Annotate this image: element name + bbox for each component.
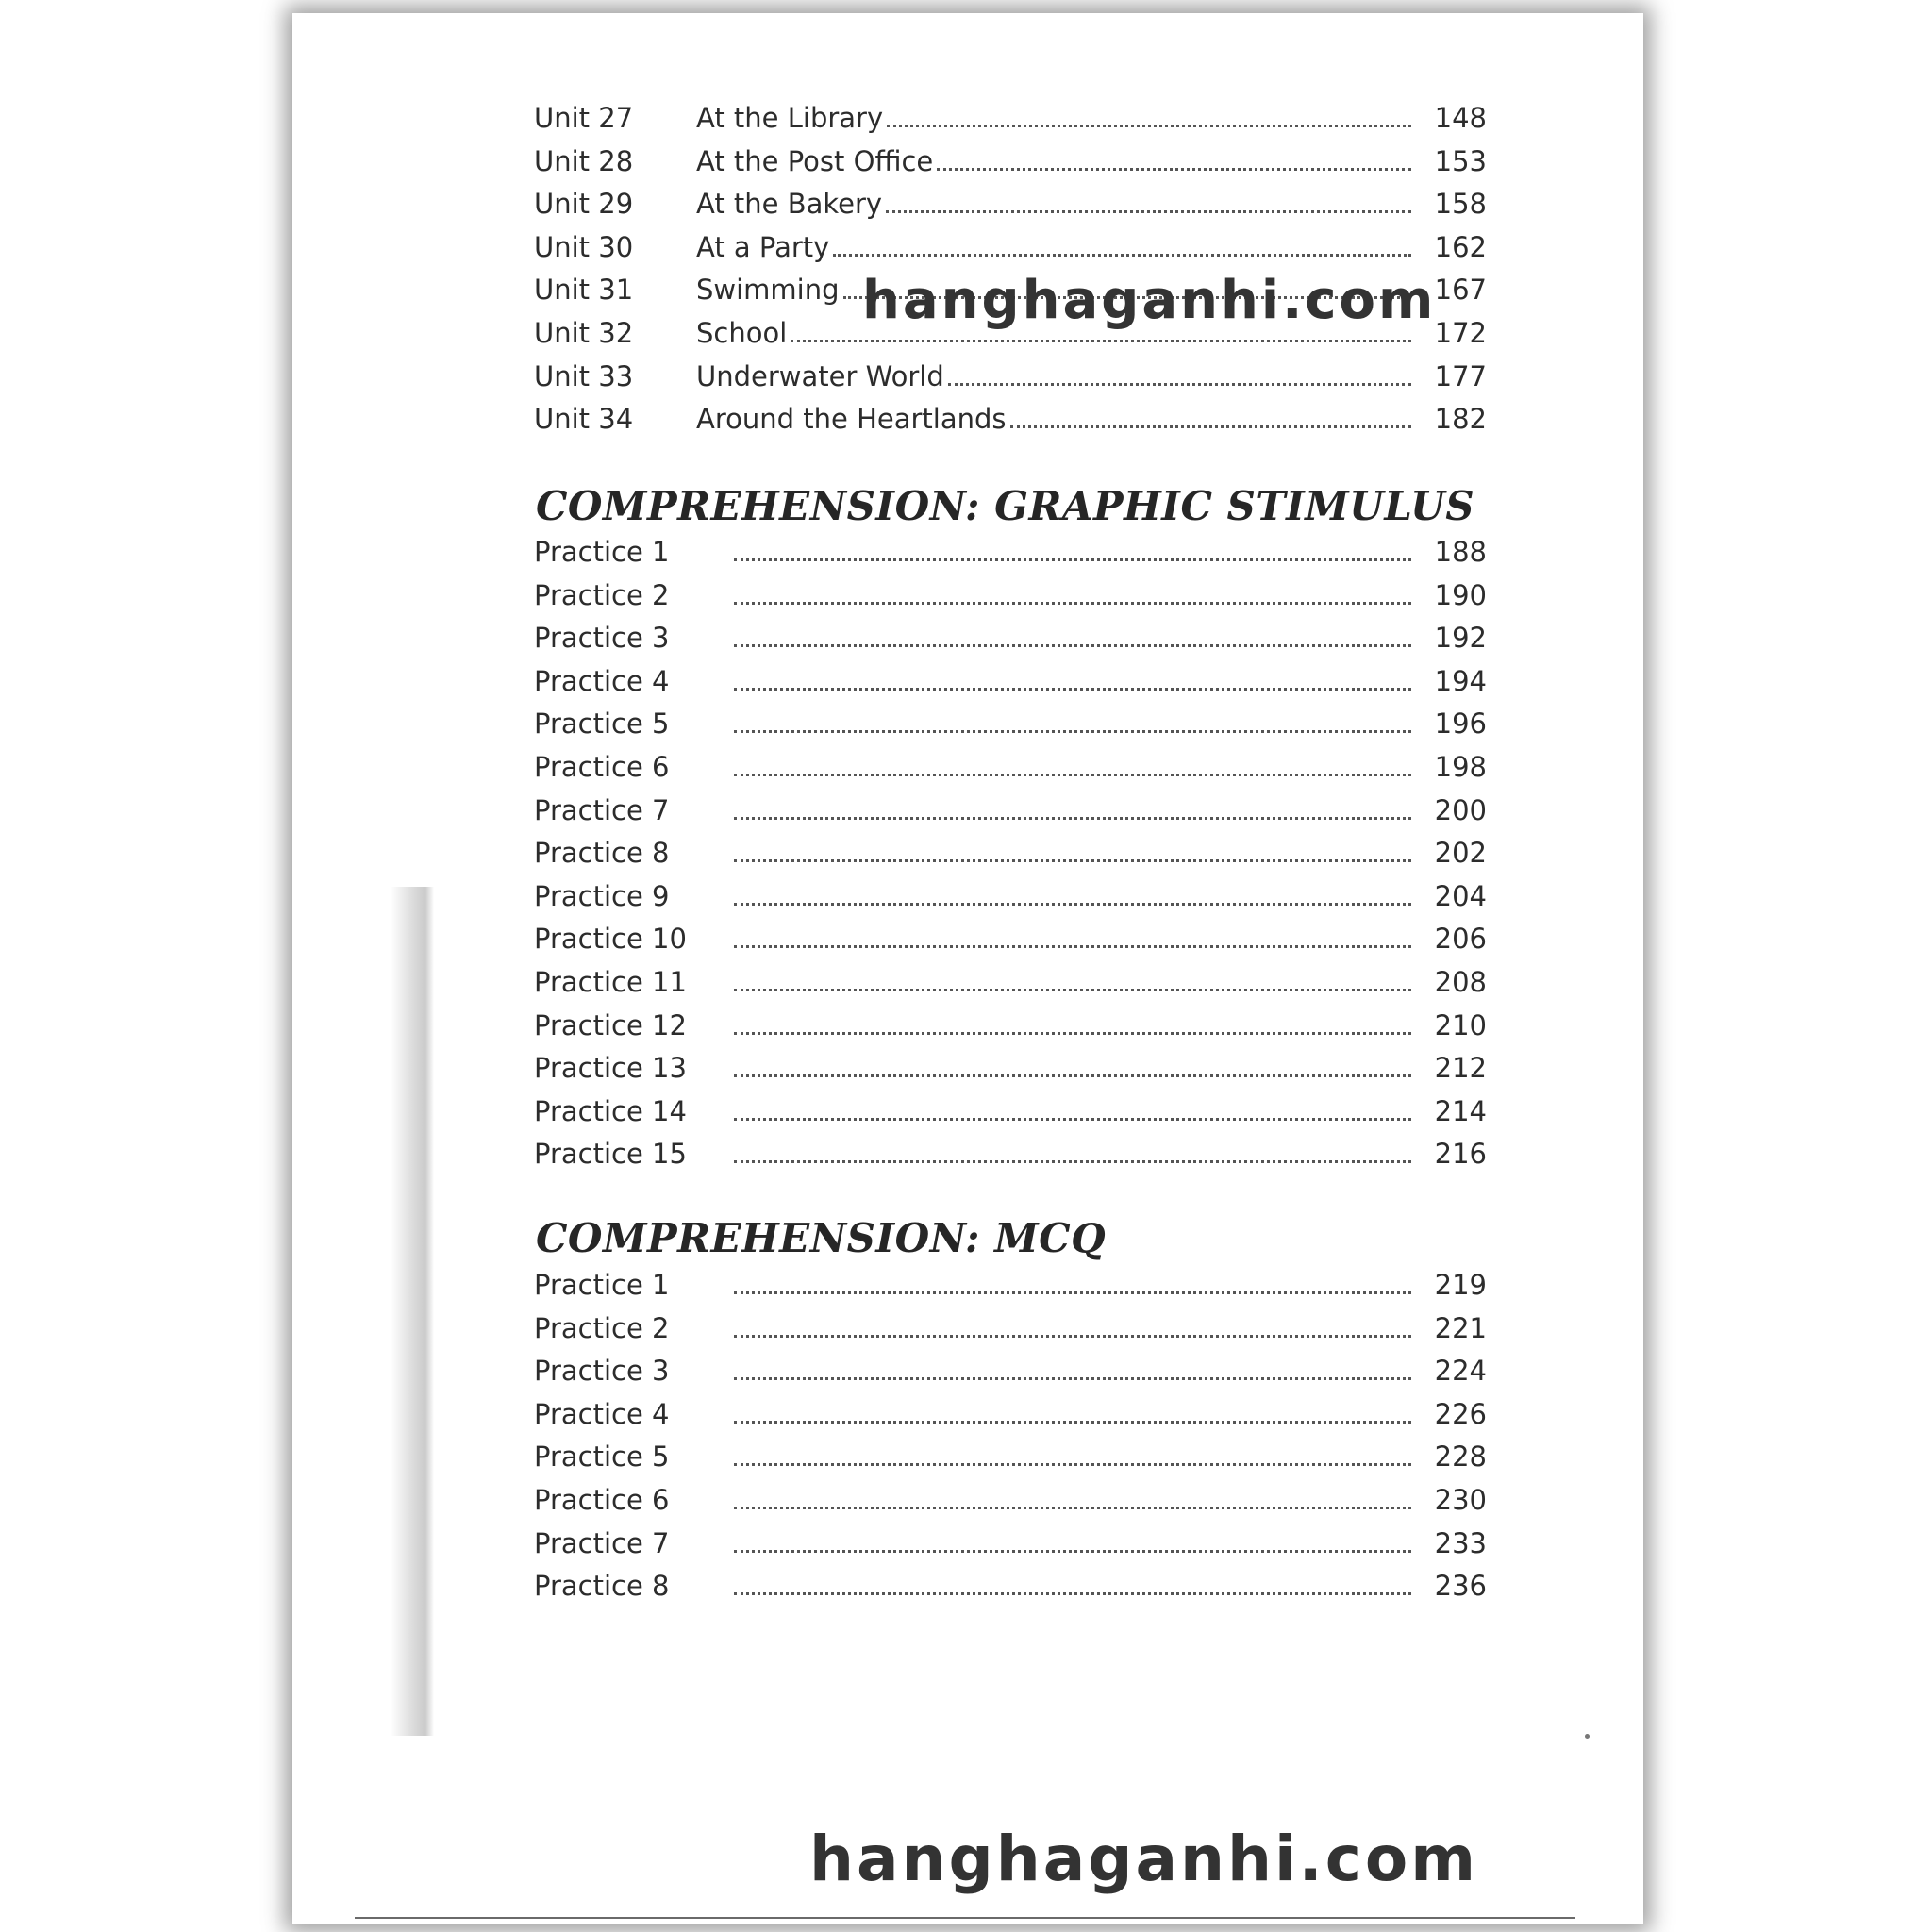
- toc-entry-label: Practice 11: [534, 966, 687, 998]
- toc-entry-page: 192: [1434, 622, 1487, 654]
- toc-entry-label: Practice 6: [534, 1484, 670, 1516]
- dot-leader: [1010, 425, 1411, 428]
- toc-entry: [534, 837, 1487, 878]
- toc-entry: [534, 1138, 1487, 1179]
- toc-entry-label: Practice 3: [534, 622, 670, 654]
- dot-leader: [734, 643, 1411, 647]
- toc-entry-label: Practice 4: [534, 665, 670, 697]
- toc-entry-label: Practice 1: [534, 1269, 670, 1301]
- toc-entry-label: Practice 4: [534, 1398, 670, 1430]
- toc-entry-label: Practice 1: [534, 536, 670, 568]
- toc-entry: [534, 751, 1487, 792]
- toc-entry: [534, 145, 1487, 187]
- toc-entry-page: 196: [1434, 708, 1487, 740]
- toc-entry: [534, 188, 1487, 229]
- toc-entry: [534, 1355, 1487, 1396]
- toc-entry-page: 212: [1434, 1052, 1487, 1084]
- dot-leader: [734, 1117, 1411, 1121]
- toc-entry-page: 210: [1434, 1009, 1487, 1041]
- toc-entry: [534, 665, 1487, 707]
- toc-entry-label: Practice 9: [534, 880, 670, 912]
- toc-entry-page: 177: [1434, 360, 1487, 392]
- toc-entry-label: Unit 31: [534, 274, 634, 306]
- toc-entry-page: 200: [1434, 794, 1487, 826]
- toc-entry: [534, 1312, 1487, 1354]
- toc-entry: [534, 966, 1487, 1008]
- section-heading: COMPREHENSION: GRAPHIC STIMULUS: [536, 483, 1475, 529]
- toc-entry: [534, 880, 1487, 922]
- toc-entry-label: Practice 12: [534, 1009, 687, 1041]
- watermark-bottom: hanghaganhi.com: [809, 1823, 1478, 1895]
- toc-entry-title: Underwater World: [696, 360, 944, 392]
- toc-entry-title: Around the Heartlands: [696, 403, 1007, 435]
- dot-leader: [791, 339, 1411, 342]
- dot-leader: [887, 124, 1411, 127]
- dot-leader: [734, 1376, 1411, 1380]
- toc-entry-title: School: [696, 317, 788, 349]
- watermark-top: hanghaganhi.com: [862, 270, 1437, 331]
- dot-leader: [734, 687, 1411, 691]
- toc-entry-label: Unit 28: [534, 145, 634, 177]
- toc-entry-title: At the Post Office: [696, 145, 934, 177]
- toc-entry-label: Unit 30: [534, 231, 634, 263]
- toc-entry-page: 214: [1434, 1095, 1487, 1127]
- toc-entry-label: Practice 8: [534, 1570, 670, 1602]
- toc-entry-title: At the Library: [696, 102, 884, 134]
- toc-entry: [534, 622, 1487, 663]
- dot-leader: [734, 558, 1411, 561]
- toc-entry-label: Practice 2: [534, 579, 670, 611]
- toc-entry-page: 148: [1434, 102, 1487, 134]
- toc-entry: [534, 923, 1487, 964]
- toc-entry-page: 153: [1434, 145, 1487, 177]
- toc-entry-title: Swimming: [696, 274, 840, 306]
- toc-entry-page: 224: [1434, 1355, 1487, 1387]
- dot-leader: [734, 816, 1411, 820]
- toc-entry-label: Unit 33: [534, 360, 634, 392]
- dot-leader: [734, 1074, 1411, 1077]
- toc-entry: [534, 536, 1487, 577]
- dot-leader: [734, 729, 1411, 733]
- dot-leader: [734, 858, 1411, 862]
- toc-entry: [534, 1527, 1487, 1569]
- toc-entry-page: 194: [1434, 665, 1487, 697]
- toc-entry: [534, 579, 1487, 621]
- toc-entry: [534, 102, 1487, 143]
- toc-entry-page: 230: [1434, 1484, 1487, 1516]
- toc-entry: [534, 794, 1487, 836]
- toc-entry-label: Practice 14: [534, 1095, 687, 1127]
- toc-entry-page: 202: [1434, 837, 1487, 869]
- toc-entry-page: 167: [1434, 274, 1487, 306]
- toc-entry-label: Practice 3: [534, 1355, 670, 1387]
- dot-leader: [734, 1334, 1411, 1338]
- toc-entry-label: Unit 27: [534, 102, 634, 134]
- dot-leader: [734, 1291, 1411, 1294]
- dot-leader: [734, 1549, 1411, 1553]
- dot-leader: [734, 988, 1411, 991]
- dot-leader: [734, 1506, 1411, 1509]
- toc-entry-page: 228: [1434, 1441, 1487, 1473]
- toc-entry-label: Practice 10: [534, 923, 687, 955]
- toc-entry-page: 208: [1434, 966, 1487, 998]
- toc-entry: [534, 360, 1487, 402]
- toc-entry: [534, 1052, 1487, 1093]
- toc-entry-page: 219: [1434, 1269, 1487, 1301]
- dot-leader: [833, 253, 1411, 257]
- dot-leader: [734, 944, 1411, 948]
- toc-entry-page: 158: [1434, 188, 1487, 220]
- scan-edge-shadow: [391, 887, 434, 1736]
- dot-leader: [948, 382, 1411, 386]
- toc-entry-label: Practice 5: [534, 1441, 670, 1473]
- bottom-rule: [355, 1917, 1575, 1919]
- toc-entry-label: Unit 34: [534, 403, 634, 435]
- toc-entry-label: Practice 7: [534, 1527, 670, 1559]
- dot-leader: [734, 1462, 1411, 1466]
- dot-leader: [734, 1159, 1411, 1163]
- toc-entry-label: Practice 7: [534, 794, 670, 826]
- toc-entry-label: Practice 6: [534, 751, 670, 783]
- dot-leader: [734, 902, 1411, 906]
- section-heading: COMPREHENSION: MCQ: [536, 1215, 1107, 1261]
- dot-leader: [734, 601, 1411, 605]
- toc-entry-page: 206: [1434, 923, 1487, 955]
- toc-entry-page: 162: [1434, 231, 1487, 263]
- toc-entry-label: Practice 2: [534, 1312, 670, 1344]
- toc-entry-page: 216: [1434, 1138, 1487, 1170]
- toc-entry: [534, 231, 1487, 273]
- toc-entry-page: 182: [1434, 403, 1487, 435]
- toc-entry: [534, 1269, 1487, 1310]
- toc-entry-label: Unit 29: [534, 188, 634, 220]
- toc-entry-label: Unit 32: [534, 317, 634, 349]
- toc-entry-title: At a Party: [696, 231, 830, 263]
- toc-entry: [534, 403, 1487, 444]
- toc-entry-page: 188: [1434, 536, 1487, 568]
- dot-leader: [734, 773, 1411, 776]
- dot-leader: [734, 1420, 1411, 1424]
- scan-speck: [1585, 1734, 1590, 1739]
- toc-entry: [534, 1484, 1487, 1525]
- toc-entry-page: 221: [1434, 1312, 1487, 1344]
- toc-entry-label: Practice 13: [534, 1052, 687, 1084]
- toc-entry: [534, 1095, 1487, 1137]
- toc-entry-page: 204: [1434, 880, 1487, 912]
- toc-entry: [534, 708, 1487, 749]
- toc-entry-label: Practice 5: [534, 708, 670, 740]
- toc-entry-label: Practice 8: [534, 837, 670, 869]
- toc-entry-page: 226: [1434, 1398, 1487, 1430]
- dot-leader: [734, 1031, 1411, 1035]
- toc-entry-page: 172: [1434, 317, 1487, 349]
- toc-entry-page: 198: [1434, 751, 1487, 783]
- toc-entry: [534, 1441, 1487, 1482]
- dot-leader: [734, 1591, 1411, 1595]
- toc-entry-title: At the Bakery: [696, 188, 883, 220]
- toc-entry: [534, 1009, 1487, 1051]
- toc-entry-page: 236: [1434, 1570, 1487, 1602]
- toc-entry: [534, 1398, 1487, 1440]
- toc-entry-page: 190: [1434, 579, 1487, 611]
- toc-entry-label: Practice 15: [534, 1138, 687, 1170]
- toc-entry-page: 233: [1434, 1527, 1487, 1559]
- toc-entry: [534, 1570, 1487, 1611]
- dot-leader: [937, 167, 1411, 171]
- dot-leader: [886, 209, 1411, 213]
